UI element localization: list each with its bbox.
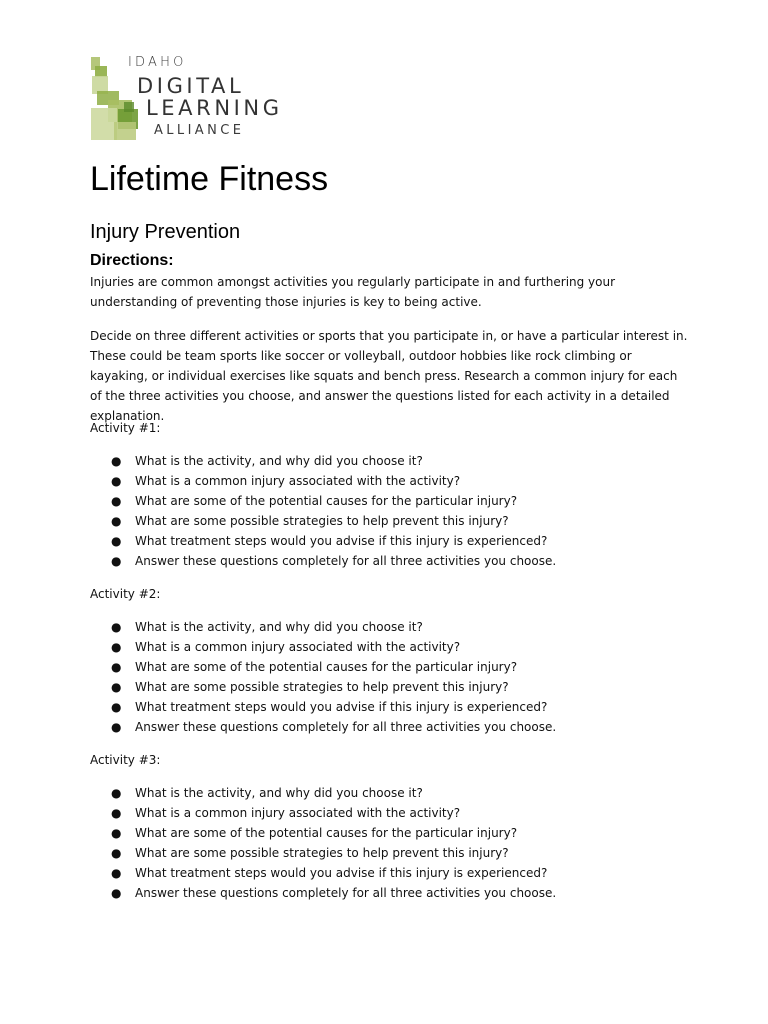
question-text: What is the activity, and why did you choose it? — [135, 454, 423, 468]
list-item — [90, 823, 650, 843]
directions-heading: Directions: — [90, 252, 174, 269]
list-item — [90, 657, 650, 677]
question-text: What is a common injury associated with the activity? — [135, 640, 461, 654]
activity-1-label: Activity #1: — [90, 421, 161, 435]
activity-1-questions — [90, 451, 650, 571]
list-item — [90, 717, 650, 737]
question-text: Answer these questions completely for all three activities you choose. — [135, 554, 557, 568]
bullet-icon: ● — [111, 454, 122, 468]
bullet-icon: ● — [111, 554, 122, 568]
section-heading: Injury Prevention — [90, 221, 241, 243]
question-text: What are some possible strategies to help prevent this injury? — [135, 514, 509, 528]
bullet-icon: ● — [111, 806, 122, 820]
question-text: What are some of the potential causes for the particular injury? — [135, 494, 518, 508]
question-text: What is a common injury associated with the activity? — [135, 806, 461, 820]
intro-paragraph: Injuries are common amongst activities you regularly participate in and furthering your understanding of preventing those injuries is key to being active. — [90, 275, 616, 309]
question-text: Answer these questions completely for all three activities you choose. — [135, 720, 557, 734]
logo-line-learning: LEARNING — [146, 96, 283, 120]
list-item — [90, 617, 650, 637]
question-text: What treatment steps would you advise if this injury is experienced? — [135, 866, 548, 880]
question-text: What is a common injury associated with the activity? — [135, 474, 461, 488]
bullet-icon: ● — [111, 620, 122, 634]
list-item — [90, 471, 650, 491]
bullet-icon: ● — [111, 534, 122, 548]
bullet-icon: ● — [111, 474, 122, 488]
list-item — [90, 883, 650, 903]
list-item — [90, 551, 650, 571]
activity-2-label: Activity #2: — [90, 587, 161, 601]
bullet-icon: ● — [111, 826, 122, 840]
list-item — [90, 491, 650, 511]
list-item — [90, 637, 650, 657]
logo-line-idaho: IDAHO — [128, 55, 187, 70]
bullet-icon: ● — [111, 680, 122, 694]
bullet-icon: ● — [111, 494, 122, 508]
list-item — [90, 511, 650, 531]
bullet-icon: ● — [111, 514, 122, 528]
logo-line-alliance: ALLIANCE — [154, 123, 245, 138]
bullet-icon: ● — [111, 700, 122, 714]
question-text: What is the activity, and why did you choose it? — [135, 620, 423, 634]
list-item — [90, 451, 650, 471]
question-text: Answer these questions completely for all three activities you choose. — [135, 886, 557, 900]
list-item — [90, 531, 650, 551]
question-text: What are some possible strategies to help prevent this injury? — [135, 846, 509, 860]
idaho-digital-learning-alliance-logo — [88, 54, 298, 144]
instructions-paragraph: Decide on three different activities or sports that you participate in, or have a particular interest in. These could be team sports like soccer or volleyball, outdoor hobbies like rock climbing or kayaking, or individual exercises like squats and bench press. Research a common injury for each of the three activities you choose, and answer the questions listed for each activity in a detailed explanation. — [90, 329, 688, 423]
activity-3-questions — [90, 783, 650, 903]
bullet-icon: ● — [111, 720, 122, 734]
list-item — [90, 803, 650, 823]
bullet-icon: ● — [111, 886, 122, 900]
bullet-icon: ● — [111, 660, 122, 674]
logo-line-digital: DIGITAL — [137, 74, 245, 98]
question-text: What are some possible strategies to help prevent this injury? — [135, 680, 509, 694]
bullet-icon: ● — [111, 640, 122, 654]
activity-3-label: Activity #3: — [90, 753, 161, 767]
list-item — [90, 697, 650, 717]
question-text: What are some of the potential causes for the particular injury? — [135, 826, 518, 840]
question-text: What are some of the potential causes for the particular injury? — [135, 660, 518, 674]
bullet-icon: ● — [111, 846, 122, 860]
activity-2-questions — [90, 617, 650, 737]
question-text: What treatment steps would you advise if this injury is experienced? — [135, 700, 548, 714]
list-item — [90, 783, 650, 803]
question-text: What treatment steps would you advise if this injury is experienced? — [135, 534, 548, 548]
document-title: Lifetime Fitness — [90, 160, 329, 198]
list-item — [90, 863, 650, 883]
list-item — [90, 677, 650, 697]
question-text: What is the activity, and why did you choose it? — [135, 786, 423, 800]
list-item — [90, 843, 650, 863]
bullet-icon: ● — [111, 866, 122, 880]
bullet-icon: ● — [111, 786, 122, 800]
